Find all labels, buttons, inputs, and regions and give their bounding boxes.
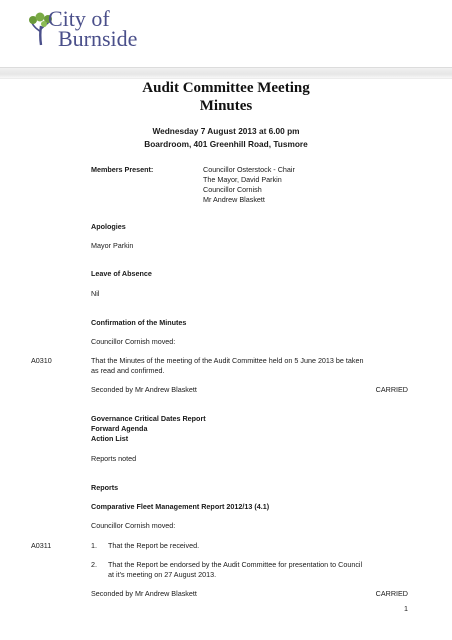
page-number: 1 [404, 604, 408, 613]
document-title: Audit Committee Meeting [142, 80, 310, 96]
list-item-text: That the Report be endorsed by the Audit Committee for presentation to Council [108, 560, 363, 569]
logo-line-2: Burnside [58, 26, 138, 51]
apologies-heading: Apologies [91, 222, 126, 231]
member-name: Mr Andrew Blaskett [203, 195, 265, 204]
carried-status: CARRIED [375, 385, 408, 394]
meeting-venue: Boardroom, 401 Greenhill Road, Tusmore [144, 139, 308, 149]
list-item-text-continued: at it’s meeting on 27 August 2013. [108, 570, 217, 579]
member-name: The Mayor, David Parkin [203, 175, 282, 184]
motion-text-line-2: as read and confirmed. [91, 366, 165, 375]
resolution-code: A0311 [31, 541, 52, 550]
seconded-text: Seconded by Mr Andrew Blaskett [91, 589, 197, 598]
leave-text: Nil [91, 289, 100, 298]
governance-heading: Governance Critical Dates Report [91, 414, 206, 423]
logo-line-1: City of [48, 6, 110, 31]
city-of-burnside-logo [30, 8, 140, 54]
report-item-heading: Comparative Fleet Management Report 2012/13 (4.1) [91, 502, 270, 511]
list-item-number: 2. [91, 560, 97, 569]
reports-heading: Reports [91, 483, 119, 492]
meeting-date: Wednesday 7 August 2013 at 6.00 pm [152, 126, 300, 136]
header-divider [0, 67, 452, 79]
list-item-number: 1. [91, 541, 97, 550]
leave-heading: Leave of Absence [91, 269, 152, 278]
member-name: Councillor Osterstock - Chair [203, 165, 295, 174]
member-name: Councillor Cornish [203, 185, 262, 194]
motion-text-line-1: That the Minutes of the meeting of the Audit Committee held on 5 June 2013 be taken [91, 356, 364, 365]
confirmation-heading: Confirmation of the Minutes [91, 318, 187, 327]
carried-status: CARRIED [375, 589, 408, 598]
action-list-heading: Action List [91, 434, 129, 443]
reports-moved: Councillor Cornish moved: [91, 521, 176, 530]
document-subtitle: Minutes [199, 98, 253, 114]
members-label: Members Present: [91, 165, 154, 174]
apologies-text: Mayor Parkin [91, 241, 134, 250]
list-item-text: That the Report be received. [108, 541, 200, 550]
seconded-text: Seconded by Mr Andrew Blaskett [91, 385, 197, 394]
resolution-code: A0310 [31, 356, 52, 365]
confirmation-moved: Councillor Cornish moved: [91, 337, 176, 346]
forward-agenda-heading: Forward Agenda [91, 424, 148, 433]
governance-text: Reports noted [91, 454, 137, 463]
